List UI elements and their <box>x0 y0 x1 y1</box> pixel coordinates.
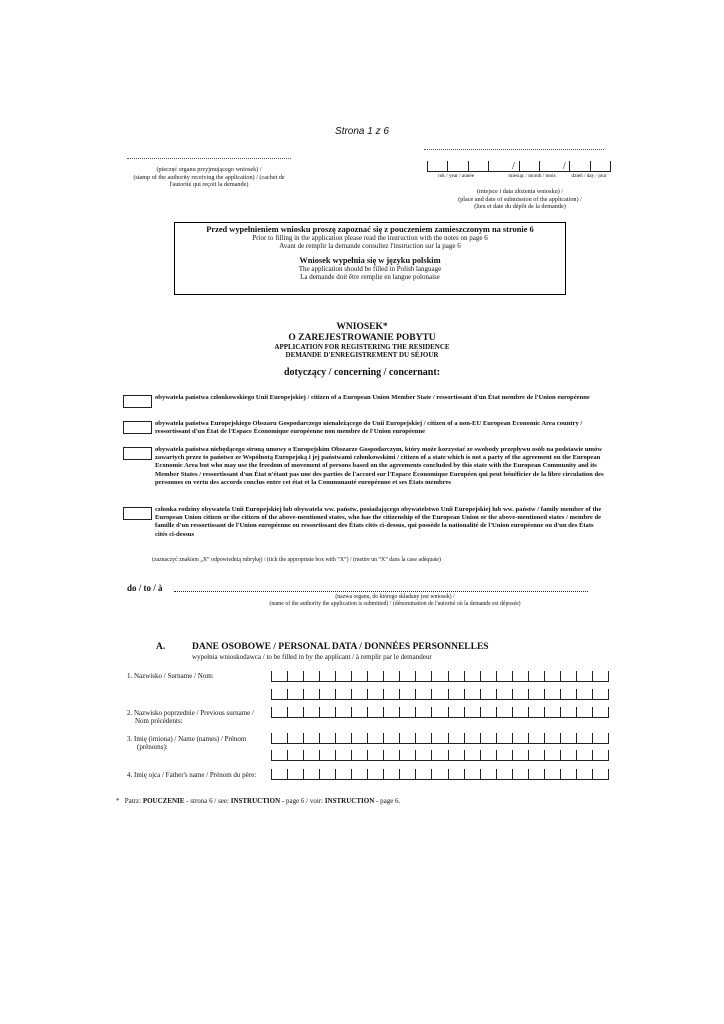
checkbox[interactable] <box>123 447 152 460</box>
date-baseline <box>427 171 611 172</box>
mark-instruction: (zaznaczyć znakiem „X” odpowiednią rubrykę) / (tick the appropriate box with “X”) / (mettre un “X” dans la case adéquate) <box>152 557 441 563</box>
footnote <box>116 797 400 805</box>
grid-baseline <box>271 681 609 682</box>
footnote-bold: INSTRUCTION <box>230 797 281 805</box>
label-line: (prénoms): <box>137 743 168 752</box>
place-line[interactable] <box>424 149 604 150</box>
form-title <box>0 322 724 359</box>
grid-baseline <box>271 717 609 718</box>
language-fr: La demande doit être remplie en langue polonaise <box>300 273 440 282</box>
label-line: 2. Nazwisko poprzednie / Previous surname / <box>127 709 254 717</box>
stamp-caption <box>127 166 291 189</box>
place-caption-line: (miejsce i data złożenia wniosku) / <box>476 188 564 195</box>
option-text: obywatela państwa Europejskiego Obszaru Gospodarczego nienależącego do Unii Europejskiej / citizen of a non-EU European Economic Area country / ressortissant d'un État de l'Espace Économique européenne non membre de l'Union européenne <box>155 420 583 436</box>
option-eea-citizen <box>123 420 605 436</box>
grid-baseline <box>271 743 609 744</box>
notice-heading: Przed wypełnieniem wniosku proszę zapoznać się z pouczeniem zamieszczonym na stronie 6 <box>206 225 534 234</box>
title-line: O ZAREJESTROWANIE POBYTU <box>288 332 436 343</box>
father-name-label: 4. Imię ojca / Father's name / Prénom du père: <box>127 771 257 779</box>
option-text: obywatela państwa członkowskiego Unii Europejskiej / citizen of a European Union Member State / ressortissant d'un État membre de l'Union européenne <box>155 394 590 401</box>
date-separator: / <box>512 161 515 172</box>
stamp-caption-line: (stamp of the authority receiving the application) / (cachet de <box>133 173 285 181</box>
grid-baseline <box>271 699 609 700</box>
label-line: Nom précédents: <box>135 717 183 726</box>
checkbox[interactable] <box>123 507 152 520</box>
footnote-text: - strona 6 / see: <box>186 797 229 805</box>
option-family-member <box>123 506 605 539</box>
instruction-notice-box <box>174 222 566 295</box>
notice-en: Prior to filling in the application please read the instruction with the notes on page 6 <box>252 234 488 243</box>
footnote-star: * <box>116 797 120 805</box>
footnote-bold: POUCZENIE <box>142 797 185 805</box>
section-subtitle: wypełnia wnioskodawca / to be filled in by the applicant / à remplir par le demandeur <box>192 653 432 661</box>
section-letter: A. <box>156 642 166 652</box>
notice-fr: Avant de remplir la demande consultez l'instruction sur la page 6 <box>279 242 461 251</box>
place-caption <box>426 188 614 211</box>
date-label-month: miesiąc / month / mois <box>508 173 556 179</box>
language-heading: Wniosek wypełnia się w języku polskim <box>299 255 441 265</box>
place-caption-line: (lieu et date du dépôt de la demande) <box>474 203 566 210</box>
stamp-caption-line: (pieczęć organu przyjmującego wniosek) / <box>156 166 262 173</box>
stamp-line <box>127 158 291 159</box>
authority-caption-line: (name of the authority the application is submitted) / (dénomination de l'autorité où la demande est déposée) <box>269 601 521 607</box>
option-non-eea-citizen <box>123 446 605 487</box>
footnote-bold: INSTRUCTION <box>324 797 375 805</box>
option-text: członka rodziny obywatela Unii Europejskiej lub obywatela ww. państw, posiadającego obywatelstwo Unii Europejskiej lub ww. państw / family member of the European Union citizen or the citizen of the above-mentioned states, who has the citizenship of the European Union or the above-mentioned states / membre de famille d'un ressortissant de l'Union européenne ou ressortissant des États cités ci-dessus, qui possède la nationalité de l'Union européenne ou d'un des États cités ci-dessus <box>155 506 602 538</box>
previous-surname-label <box>127 709 254 726</box>
checkbox[interactable] <box>123 395 152 408</box>
authority-caption <box>200 594 590 608</box>
grid-baseline <box>271 779 609 780</box>
page-number: Strona 1 z 6 <box>335 126 389 137</box>
title-line: WNIOSEK* <box>336 322 388 332</box>
date-label-day: dzień / day / jour <box>571 173 607 179</box>
authority-input-line[interactable] <box>174 591 588 592</box>
title-line: DEMANDE D'ENREGISTREMENT DU SÉJOUR <box>285 351 439 359</box>
names-label <box>127 735 246 752</box>
footnote-text: - page 6. <box>376 797 401 805</box>
stamp-caption-line: l'autorité qui reçoit la demande) <box>169 181 249 188</box>
date-label-year: rok / year / année <box>437 173 474 179</box>
grid-baseline <box>271 760 609 761</box>
place-caption-line: (place and date of submission of the application) / <box>458 195 582 203</box>
option-eu-citizen <box>123 394 605 408</box>
surname-label: 1. Nazwisko / Surname / Nom: <box>127 672 214 680</box>
concerning-heading: dotyczący / concerning / concernant: <box>283 367 441 378</box>
section-title: DANE OSOBOWE / PERSONAL DATA / DONNÉES PERSONNELLES <box>192 642 489 652</box>
authority-label: do / to / à <box>127 583 163 593</box>
option-text: obywatela państwa niebędącego stroną umowy o Europejskim Obszarze Gospodarczym, który może korzystać ze swobody przepływu osób na podstawie umów zawartych przez to państwo ze Wspólnotą Europejską i jej państwami członkowskimi / citizen of a state which is not a party of the agreement on the European Economic Area but who may use the freedom of movement of persons based on the agreements concluded by this state with the European Community and its Member States / ressortissant d'un État n'étant pas une des parties de l'accord sur l'Espace Économique Européen qui peut bénéficier de la libre circulation des personnes en vertu des accords conclus entre cet état et la Communauté européenne et ses États membres <box>155 446 604 486</box>
footnote-text: Patrz: <box>124 797 142 805</box>
language-en: The application should be filled in Polish language <box>298 264 442 273</box>
authority-caption-line: (nazwa organu, do którego składany jest wniosek) / <box>335 594 455 600</box>
checkbox[interactable] <box>123 421 152 434</box>
date-separator: / <box>562 161 566 172</box>
label-line: 3. Imię (imiona) / Name (names) / Prénom <box>127 735 247 743</box>
footnote-text: - page 6 / voir: <box>281 797 324 805</box>
title-line: APPLICATION FOR REGISTERING THE RESIDENCE <box>274 343 450 351</box>
